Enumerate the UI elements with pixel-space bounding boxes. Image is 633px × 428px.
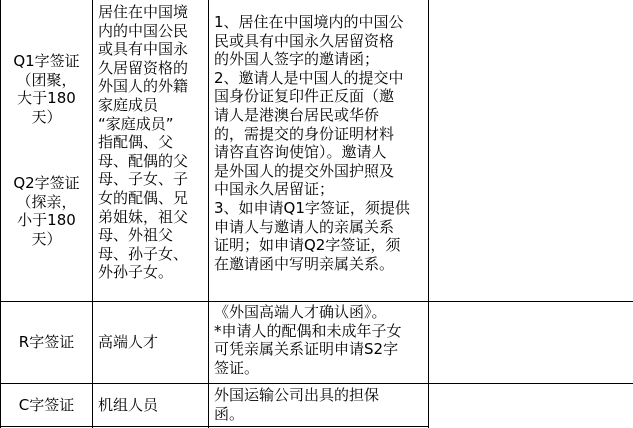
visa-type-r: R字签证 — [18, 333, 75, 351]
row-divider-1 — [0, 301, 633, 302]
column-divider-2 — [208, 0, 209, 428]
applicant-high-end-talent: 高端人才 — [98, 333, 159, 351]
applicant-family-members: 居住在中国境 内的中国公民 或具有中国永 久居留资格的 外国人的外籍 家庭成员 “家庭成员” 指配偶、父 母、配偶的父 母、子女、子 女的配偶、兄 弟姐妹，祖父 母、外祖父 母、孙子女、 外孙子女。 — [98, 3, 189, 282]
materials-c-visa: 外国运输公司出具的担保 函。 — [214, 386, 380, 423]
visa-type-c: C字签证 — [18, 396, 75, 414]
visa-type-q1: Q1字签证 （团聚， 大于180 天） — [13, 52, 80, 126]
materials-q-visa: 1、居住在中国境内的中国公 民或具有中国永久居留资格 的外国人签字的邀请函； 2、邀请人是中国人的提交中 国身份证复印件正反面（邀 请人是港澳台居民或华侨 的，需提交的身份证明材料 请咨直咨询使馆）。邀请人 是外国人的提交外国护照及 中国永久居留证； 3、如申请Q1字签证，须提供 申请人与邀请人的亲属关系 证明；如申请Q2字签证，须 在邀请函中写明亲属关系。 — [214, 13, 410, 273]
applicant-crew-members: 机组人员 — [98, 396, 159, 414]
column-divider-1 — [92, 0, 93, 428]
materials-r-visa: 《外国高端人才确认函》。 *申请人的配偶和未成年子女 可凭亲属关系证明申请S2字 签证。 — [214, 303, 402, 377]
row-divider-2 — [0, 383, 633, 384]
table-border-bottom — [0, 426, 429, 427]
column-divider-3 — [428, 0, 429, 428]
visa-type-q2: Q2字签证 （探亲， 小于180 天） — [13, 174, 80, 248]
